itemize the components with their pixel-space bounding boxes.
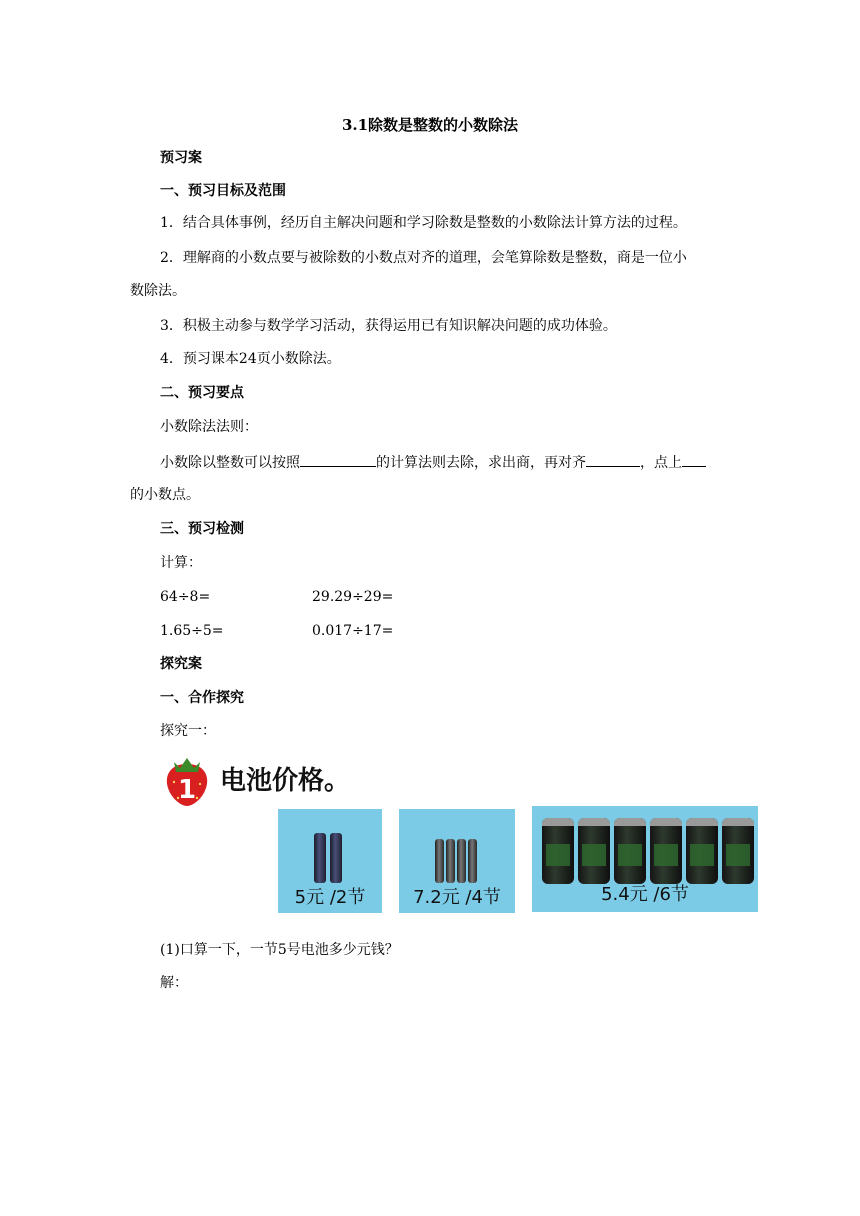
rule-part-2: 的计算法则去除，求出商，再对齐: [376, 455, 586, 471]
explore-sub: 探究一：: [160, 723, 216, 739]
calc-label: 计算：: [160, 555, 202, 571]
battery-box-2: [399, 809, 515, 913]
battery-box-label: 7.2元 /4节: [413, 887, 501, 908]
rule-label: 小数除法法则：: [160, 419, 258, 435]
section1-heading: 一、预习目标及范围: [160, 183, 286, 199]
battery-icon: [722, 818, 754, 884]
battery-icon: [686, 818, 718, 884]
rule-part-1: 小数除以整数可以按照: [160, 455, 300, 471]
battery-box-label: 5.4元 /6节: [601, 884, 689, 905]
battery-icon: [446, 839, 455, 883]
battery-icon: [314, 833, 326, 883]
page-title: 3.1除数是整数的小数除法: [341, 116, 519, 134]
battery-icon: [330, 833, 342, 883]
fill-blank-3[interactable]: [682, 452, 706, 467]
answer-label: 解：: [160, 975, 188, 991]
explore-heading: 探究案: [160, 656, 202, 672]
section2-heading: 二、预习要点: [160, 385, 244, 401]
battery-icon: [457, 839, 466, 883]
goal-item-2-cont: 数除法。: [130, 283, 186, 299]
battery-icon: [542, 818, 574, 884]
battery-box-1: [278, 809, 382, 913]
picture-title: 电池价格。: [220, 766, 351, 796]
battery-box-label: 5元 /2节: [294, 887, 366, 908]
strawberry-number: 1: [177, 775, 197, 805]
preview-heading: 预习案: [160, 150, 202, 166]
goal-item-1: 1．结合具体事例，经历自主解决问题和学习除数是整数的小数除法计算方法的过程。: [160, 215, 687, 231]
goal-item-2: 2．理解商的小数点要与被除数的小数点对齐的道理，会笔算除数是整数，商是一位小: [160, 250, 687, 266]
goal-item-4: 4．预习课本24页小数除法。: [160, 351, 341, 367]
problem-3: 1.65÷5=: [160, 623, 224, 639]
problem-2: 29.29÷29=: [312, 589, 394, 605]
rule-part-4: 的小数点。: [130, 487, 200, 503]
battery-box-3: [532, 806, 758, 912]
strawberry-number-icon: [160, 754, 214, 808]
section3-heading: 三、预习检测: [160, 521, 244, 537]
problem-1: 64÷8=: [160, 589, 211, 605]
battery-icon: [650, 818, 682, 884]
battery-icon: [435, 839, 444, 883]
battery-icon: [578, 818, 610, 884]
fill-blank-1[interactable]: [300, 452, 376, 467]
rule-part-3: ，点上: [640, 455, 682, 471]
goal-item-3: 3．积极主动参与数学学习活动，获得运用已有知识解决问题的成功体验。: [160, 318, 617, 334]
question-1: (1)口算一下，一节5号电池多少元钱？: [160, 942, 399, 958]
battery-icon: [614, 818, 646, 884]
fill-blank-2[interactable]: [586, 452, 640, 467]
problem-4: 0.017÷17=: [312, 623, 394, 639]
explore-section1-heading: 一、合作探究: [160, 690, 244, 706]
rule-text: [160, 452, 706, 473]
battery-icon: [468, 839, 477, 883]
